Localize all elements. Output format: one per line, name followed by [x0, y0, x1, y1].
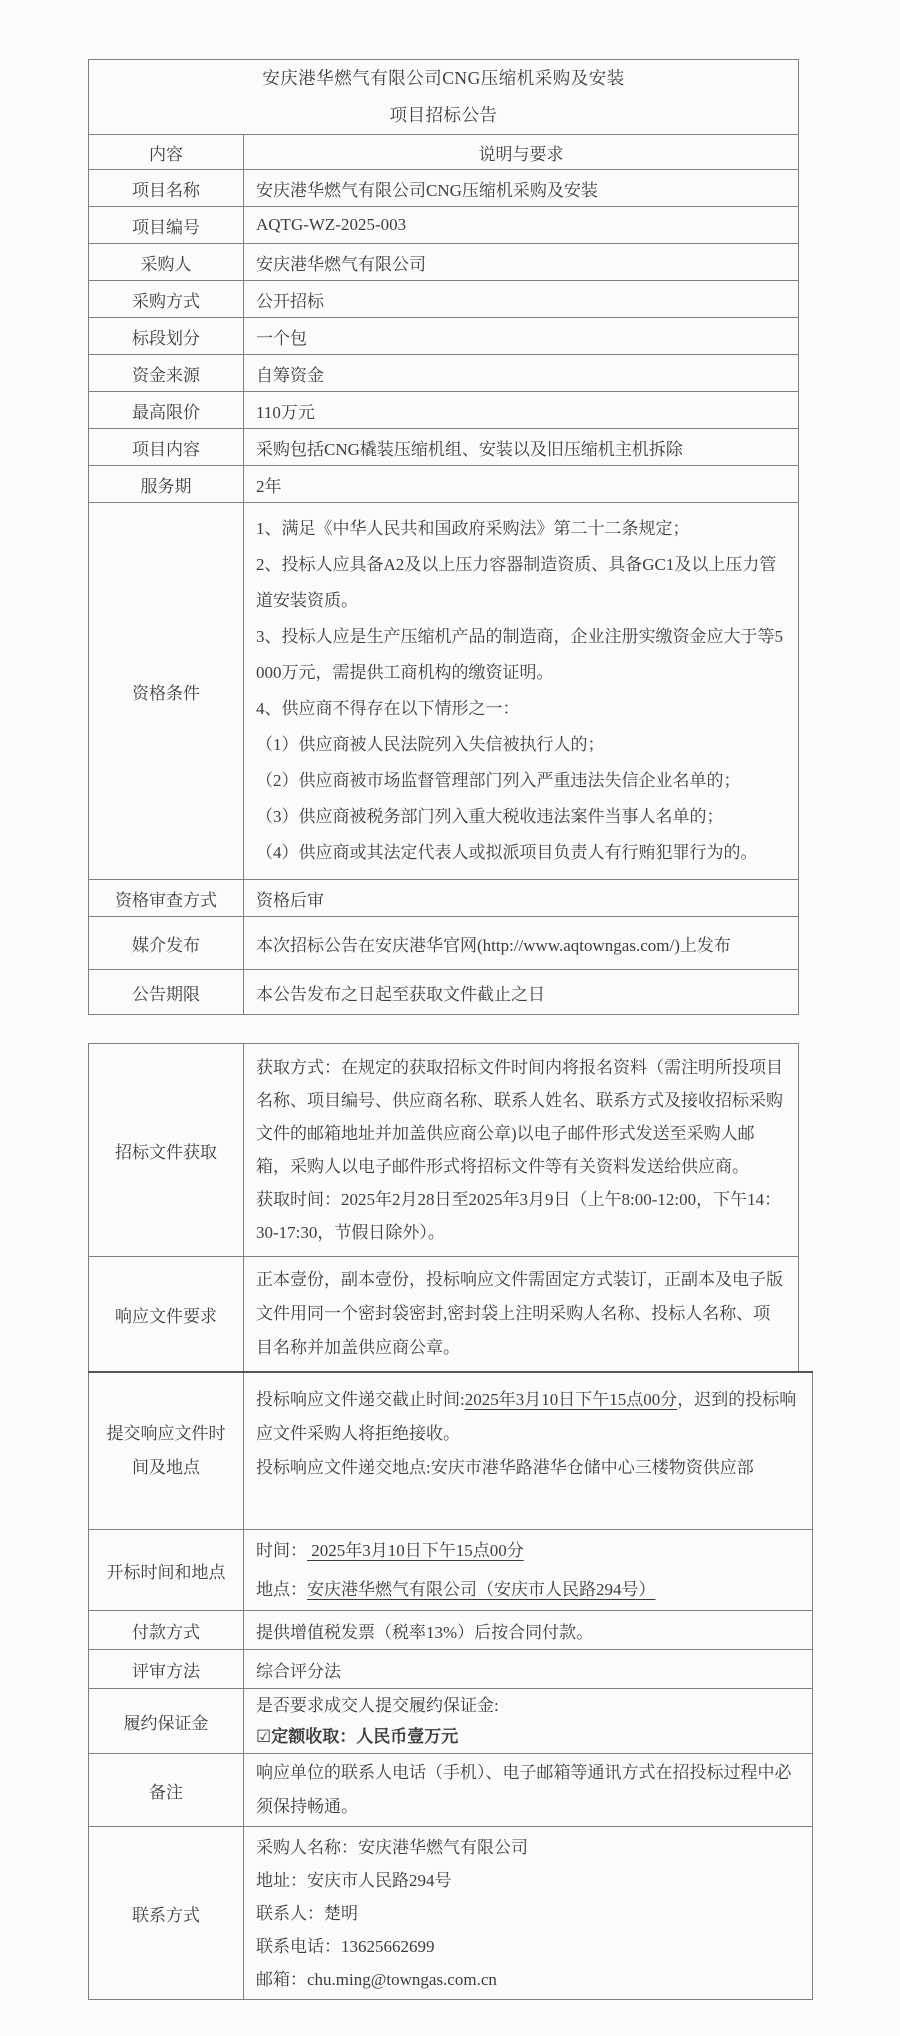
row-label: 资金来源 [89, 355, 244, 392]
header-content: 内容 [89, 135, 244, 170]
row-label: 资格审查方式 [89, 880, 244, 917]
bond-details [244, 1689, 813, 1754]
row-label: 最高限价 [89, 392, 244, 429]
bond-answer-text: 定额收取：人民币壹万元 [271, 1726, 459, 1746]
row-submit-time-place [89, 1372, 813, 1530]
row-label: 履约保证金 [89, 1689, 244, 1754]
row-performance-bond [89, 1689, 813, 1754]
row-qualification-review [89, 880, 799, 917]
row-label: 媒介发布 [89, 917, 244, 970]
row-value: 自筹资金 [244, 355, 799, 392]
row-evaluation-method [89, 1650, 813, 1689]
contact-email: 邮箱：chu.ming@towngas.com.cn [256, 1969, 497, 1989]
row-label: 采购方式 [89, 281, 244, 318]
tender-announcement-document [88, 59, 813, 2000]
row-label: 评审方法 [89, 1650, 244, 1689]
opening-time [256, 1531, 800, 1570]
row-value: 综合评分法 [244, 1650, 813, 1689]
response-requirements-text [244, 1257, 799, 1372]
row-project-number [89, 207, 799, 244]
row-label: 招标文件获取 [89, 1044, 244, 1257]
obtain-time: 获取时间：2025年2月28日至2025年3月9日（上午8:00-12:00，下午14：30-17:30，节假日除外）。 [256, 1190, 782, 1242]
submit-details [244, 1372, 813, 1530]
row-funding-source [89, 355, 799, 392]
row-value: 一个包 [244, 318, 799, 355]
row-label: 项目名称 [89, 170, 244, 207]
remark-text [244, 1754, 813, 1827]
qualification-item: 3、投标人应是生产压缩机产品的制造商，企业注册实缴资金应大于等5000万元，需提供工商机构的缴资证明。 [256, 627, 783, 682]
row-max-price [89, 392, 799, 429]
contact-details [244, 1827, 813, 2000]
row-value: 采购包括CNG橇装压缩机组、安装以及旧压缩机主机拆除 [244, 429, 799, 466]
row-value: AQTG-WZ-2025-003 [244, 207, 799, 244]
qualification-item: （1）供应商被人民法院列入失信被执行人的； [256, 735, 605, 754]
row-label: 项目内容 [89, 429, 244, 466]
row-label-line-1: 提交响应文件时 [106, 1424, 226, 1443]
tender-procedure-table-lower [88, 1371, 813, 2000]
row-value: 本次招标公告在安庆港华官网(http://www.aqtowngas.com/)上发布 [244, 917, 799, 970]
row-remark [89, 1754, 813, 1827]
contact-person: 联系人：楚明 [256, 1903, 358, 1923]
row-label: 公告期限 [89, 970, 244, 1015]
row-value: 2年 [244, 466, 799, 503]
qualification-item: 2、投标人应具备A2及以上压力容器制造资质、具备GC1及以上压力管道安装资质。 [256, 555, 777, 610]
row-label: 开标时间和地点 [89, 1530, 244, 1611]
opening-time-label: 时间： [256, 1541, 307, 1560]
row-label: 联系方式 [89, 1827, 244, 2000]
row-purchaser [89, 244, 799, 281]
row-value: 110万元 [244, 392, 799, 429]
bond-question: 是否要求成交人提交履约保证金: [256, 1695, 499, 1715]
row-label-line-2: 间及地点 [132, 1458, 200, 1477]
table-gap [88, 1015, 813, 1043]
qualification-item: （4）供应商或其法定代表人或拟派项目负责人有行贿犯罪行为的。 [256, 843, 758, 862]
opening-place-label: 地点： [256, 1580, 307, 1599]
contact-purchaser-name: 采购人名称：安庆港华燃气有限公司 [256, 1837, 528, 1857]
remark-paragraph: 响应单位的联系人电话（手机）、电子邮箱等通讯方式在招投标过程中必须保持畅通。 [256, 1763, 792, 1816]
row-label: 标段划分 [89, 318, 244, 355]
qualification-item: 4、供应商不得存在以下情形之一： [256, 699, 520, 718]
document-title [89, 60, 799, 135]
row-payment-method [89, 1611, 813, 1650]
row-label [89, 1372, 244, 1530]
table-title-row [89, 60, 799, 135]
row-label: 响应文件要求 [89, 1257, 244, 1372]
row-value: 安庆港华燃气有限公司CNG压缩机采购及安装 [244, 170, 799, 207]
row-value: 本公告发布之日起至获取文件截止之日 [244, 970, 799, 1015]
row-label: 资格条件 [89, 503, 244, 880]
qualification-item: 1、满足《中华人民共和国政府采购法》第二十二条规定； [256, 519, 690, 538]
row-opening-time-place [89, 1530, 813, 1611]
submit-place: 投标响应文件递交地点:安庆市港华路港华仓储中心三楼物资供应部 [256, 1458, 754, 1477]
opening-place-value: 安庆港华燃气有限公司（安庆市人民路294号） [307, 1580, 656, 1599]
row-lot-division [89, 318, 799, 355]
row-label: 付款方式 [89, 1611, 244, 1650]
header-description: 说明与要求 [244, 135, 799, 170]
row-document-obtain [89, 1044, 799, 1257]
contact-address: 地址：安庆市人民路294号 [256, 1870, 452, 1890]
bond-answer [256, 1721, 800, 1753]
obtain-method: 获取方式：在规定的获取招标文件时间内将报名资料（需注明所投项目名称、项目编号、供应商名称、联系人姓名、联系方式及接收招标采购文件的邮箱地址并加盖供应商公章)以电子邮件形式发送至采购人邮箱，采购人以电子邮件形式将招标文件等有关资料发送给供应商。 [256, 1058, 783, 1176]
row-label: 项目编号 [89, 207, 244, 244]
row-media-publication [89, 917, 799, 970]
document-title-line-1: 安庆港华燃气有限公司CNG压缩机采购及安装 [262, 68, 625, 88]
qualification-item: （3）供应商被税务部门列入重大税收违法案件当事人名单的； [256, 807, 724, 826]
obtain-details [244, 1044, 799, 1257]
row-contact [89, 1827, 813, 2000]
qualification-conditions [244, 503, 799, 880]
row-label: 服务期 [89, 466, 244, 503]
checkbox-checked-icon: ☑ [256, 1726, 272, 1747]
row-qualification [89, 503, 799, 880]
opening-time-value: 2025年3月10日下午15点00分 [307, 1541, 524, 1560]
row-project-name [89, 170, 799, 207]
row-label: 采购人 [89, 244, 244, 281]
submit-deadline [256, 1383, 800, 1451]
row-project-content [89, 429, 799, 466]
row-procurement-method [89, 281, 799, 318]
row-label: 备注 [89, 1754, 244, 1827]
tender-info-table [88, 59, 799, 1015]
row-announcement-period [89, 970, 799, 1015]
row-value: 提供增值税发票（税率13%）后按合同付款。 [244, 1611, 813, 1650]
row-response-requirements [89, 1257, 799, 1372]
tender-procedure-table-upper [88, 1043, 799, 1371]
submit-deadline-suffix: ，迟到的投标响应文件采购人将拒绝接收。 [256, 1390, 797, 1443]
submit-deadline-prefix: 投标响应文件递交截止时间: [256, 1390, 465, 1409]
opening-details [244, 1530, 813, 1611]
qualification-item: （2）供应商被市场监督管理部门列入严重违法失信企业名单的； [256, 771, 741, 790]
contact-phone: 联系电话：13625662699 [256, 1936, 435, 1956]
row-service-period [89, 466, 799, 503]
opening-place [256, 1570, 800, 1609]
row-value: 安庆港华燃气有限公司 [244, 244, 799, 281]
response-requirements-paragraph: 正本壹份，副本壹份，投标响应文件需固定方式装订，正副本及电子版文件用同一个密封袋密封,密封袋上注明采购人名称、投标人名称、项目名称并加盖供应商公章。 [256, 1270, 783, 1357]
row-value: 资格后审 [244, 880, 799, 917]
submit-deadline-date: 2025年3月10日下午15点00分 [464, 1390, 678, 1409]
row-value: 公开招标 [244, 281, 799, 318]
document-title-line-2: 项目招标公告 [389, 105, 498, 125]
table-header-row [89, 135, 799, 170]
